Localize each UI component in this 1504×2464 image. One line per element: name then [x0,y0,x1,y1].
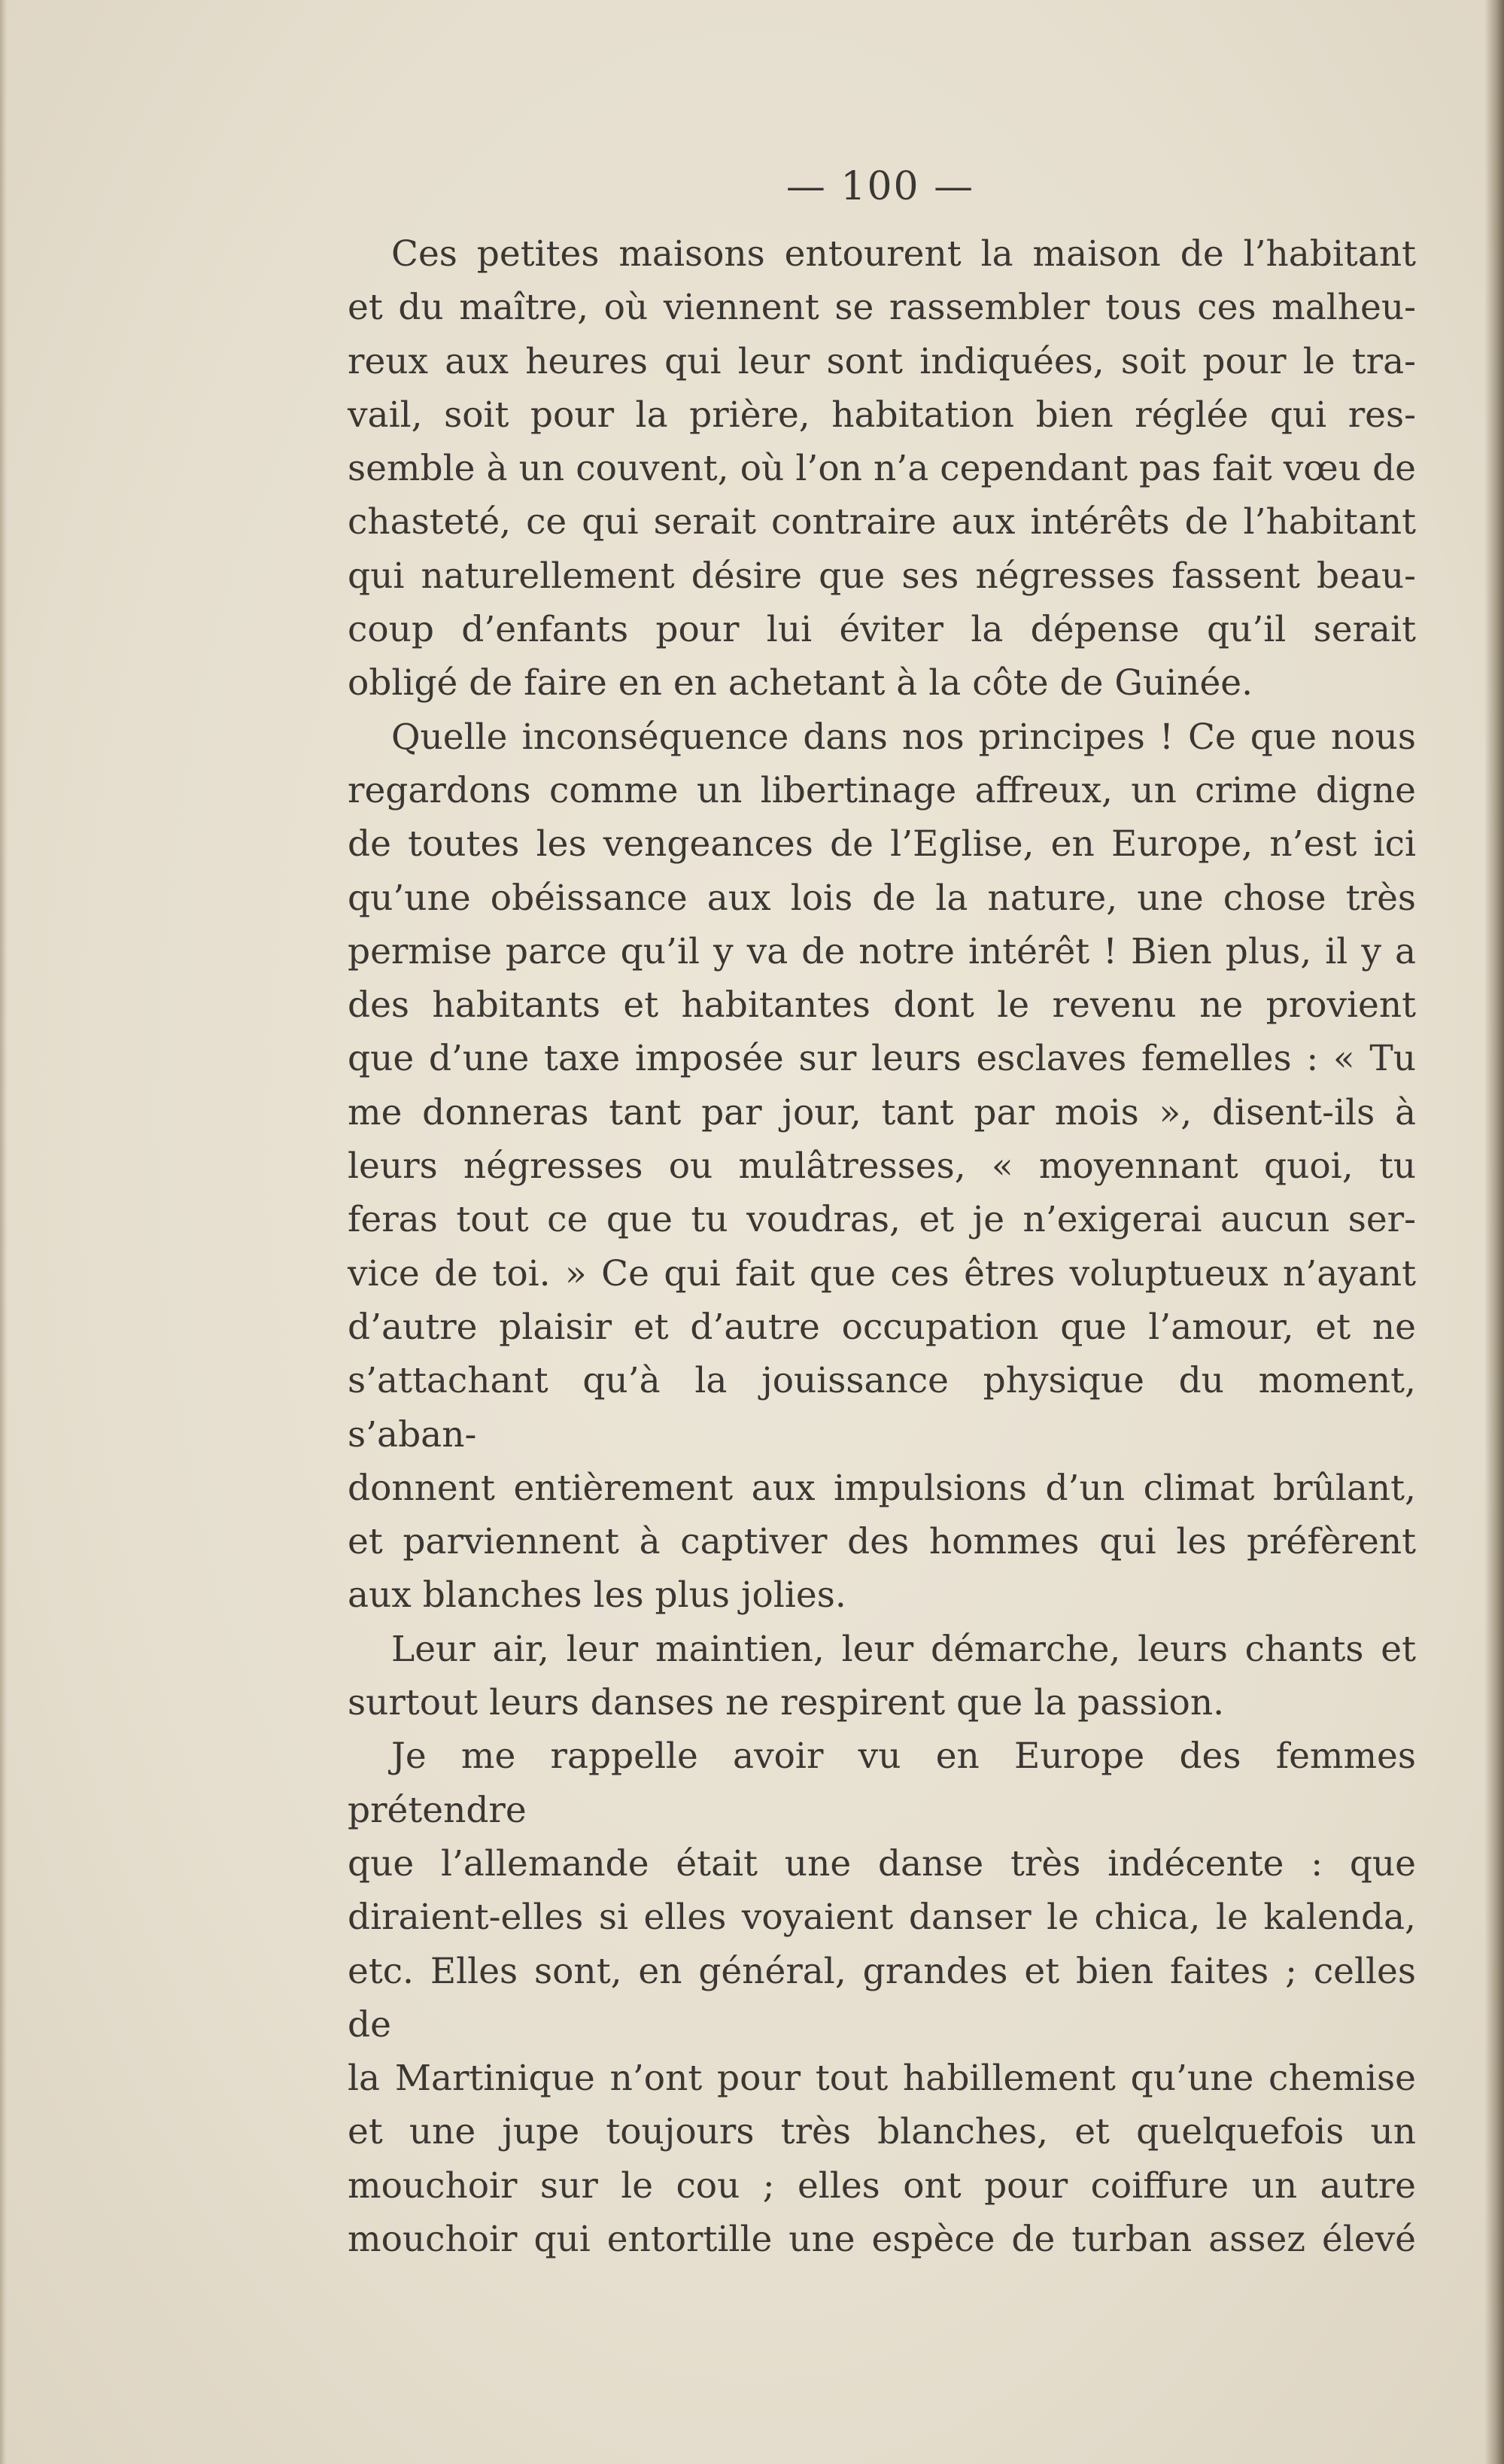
text-line: la Martinique n’ont pour tout habillement qu’une chemise [348,2058,1416,2100]
text-line: semble à un couvent, où l’on n’a cependant pas fait vœu de [348,448,1416,490]
text-line: que d’une taxe imposée sur leurs esclaves femelles : « Tu [348,1038,1416,1080]
text-line: Ces petites maisons entourent la maison de l’habitant [391,233,1416,275]
text-line: qu’une obéissance aux lois de la nature, une chose très [348,877,1416,919]
text-line: et parviennent à captiver des hommes qui les préfèrent [348,1521,1416,1563]
text-line: reux aux heures qui leur sont indiquées, soit pour le tra- [348,340,1416,382]
text-line: regardons comme un libertinage affreux, un crime digne [348,769,1416,811]
text-line: obligé de faire en en achetant à la côte de Guinée. [348,662,1253,704]
text-line: d’autre plaisir et d’autre occupation que l’amour, et ne [348,1306,1416,1348]
text-line: vice de toi. » Ce qui fait que ces êtres voluptueux n’ayant [348,1252,1416,1294]
text-line: chasteté, ce qui serait contraire aux intérêts de l’habitant [348,501,1416,543]
text-line: vail, soit pour la prière, habitation bien réglée qui res- [348,394,1416,436]
text-line: etc. Elles sont, en général, grandes et bien faites ; celles de [348,1950,1416,2046]
text-line: diraient-elles si elles voyaient danser le chica, le kalenda, [348,1897,1416,1939]
page-left-edge [0,0,8,2464]
text-line: s’attachant qu’à la jouissance physique du moment, s’aban- [348,1360,1416,1456]
text-line: Je me rappelle avoir vu en Europe des femmes prétendre [348,1735,1416,1831]
text-line: de toutes les vengeances de l’Eglise, en Europe, n’est ici [348,823,1416,865]
body-text [348,227,1416,2266]
text-line: aux blanches les plus jolies. [348,1574,846,1617]
text-line: permise parce qu’il y va de notre intérêt ! Bien plus, il y a [348,930,1416,972]
text-line: me donneras tant par jour, tant par mois », disent-ils à [348,1091,1416,1133]
text-line: des habitants et habitantes dont le revenu ne provient [348,984,1416,1027]
text-line: et du maître, où viennent se rassembler tous ces malheu- [348,287,1416,329]
page-binding-shadow [1484,0,1504,2464]
text-line: qui naturellement désire que ses négresses fassent beau- [348,555,1416,597]
text-line: Quelle inconséquence dans nos principes ! Ce que nous [391,716,1416,758]
text-line: mouchoir qui entortille une espèce de turban assez élevé [348,2218,1416,2260]
text-line: Leur air, leur maintien, leur démarche, leurs chants et [391,1628,1416,1670]
page-number: — 100 — [785,164,975,209]
text-line: que l’allemande était une danse très indécente : que [348,1842,1416,1885]
text-line: surtout leurs danses ne respirent que la passion. [348,1682,1225,1724]
text-line: donnent entièrement aux impulsions d’un climat brûlant, [348,1467,1416,1509]
text-line: et une jupe toujours très blanches, et quelquefois un [348,2111,1416,2153]
text-line: feras tout ce que tu voudras, et je n’exigerai aucun ser- [348,1199,1416,1241]
text-line: leurs négresses ou mulâtresses, « moyennant quoi, tu [348,1145,1416,1188]
text-line: mouchoir sur le cou ; elles ont pour coiffure un autre [348,2164,1416,2207]
text-line: coup d’enfants pour lui éviter la dépense qu’il serait [348,609,1416,651]
